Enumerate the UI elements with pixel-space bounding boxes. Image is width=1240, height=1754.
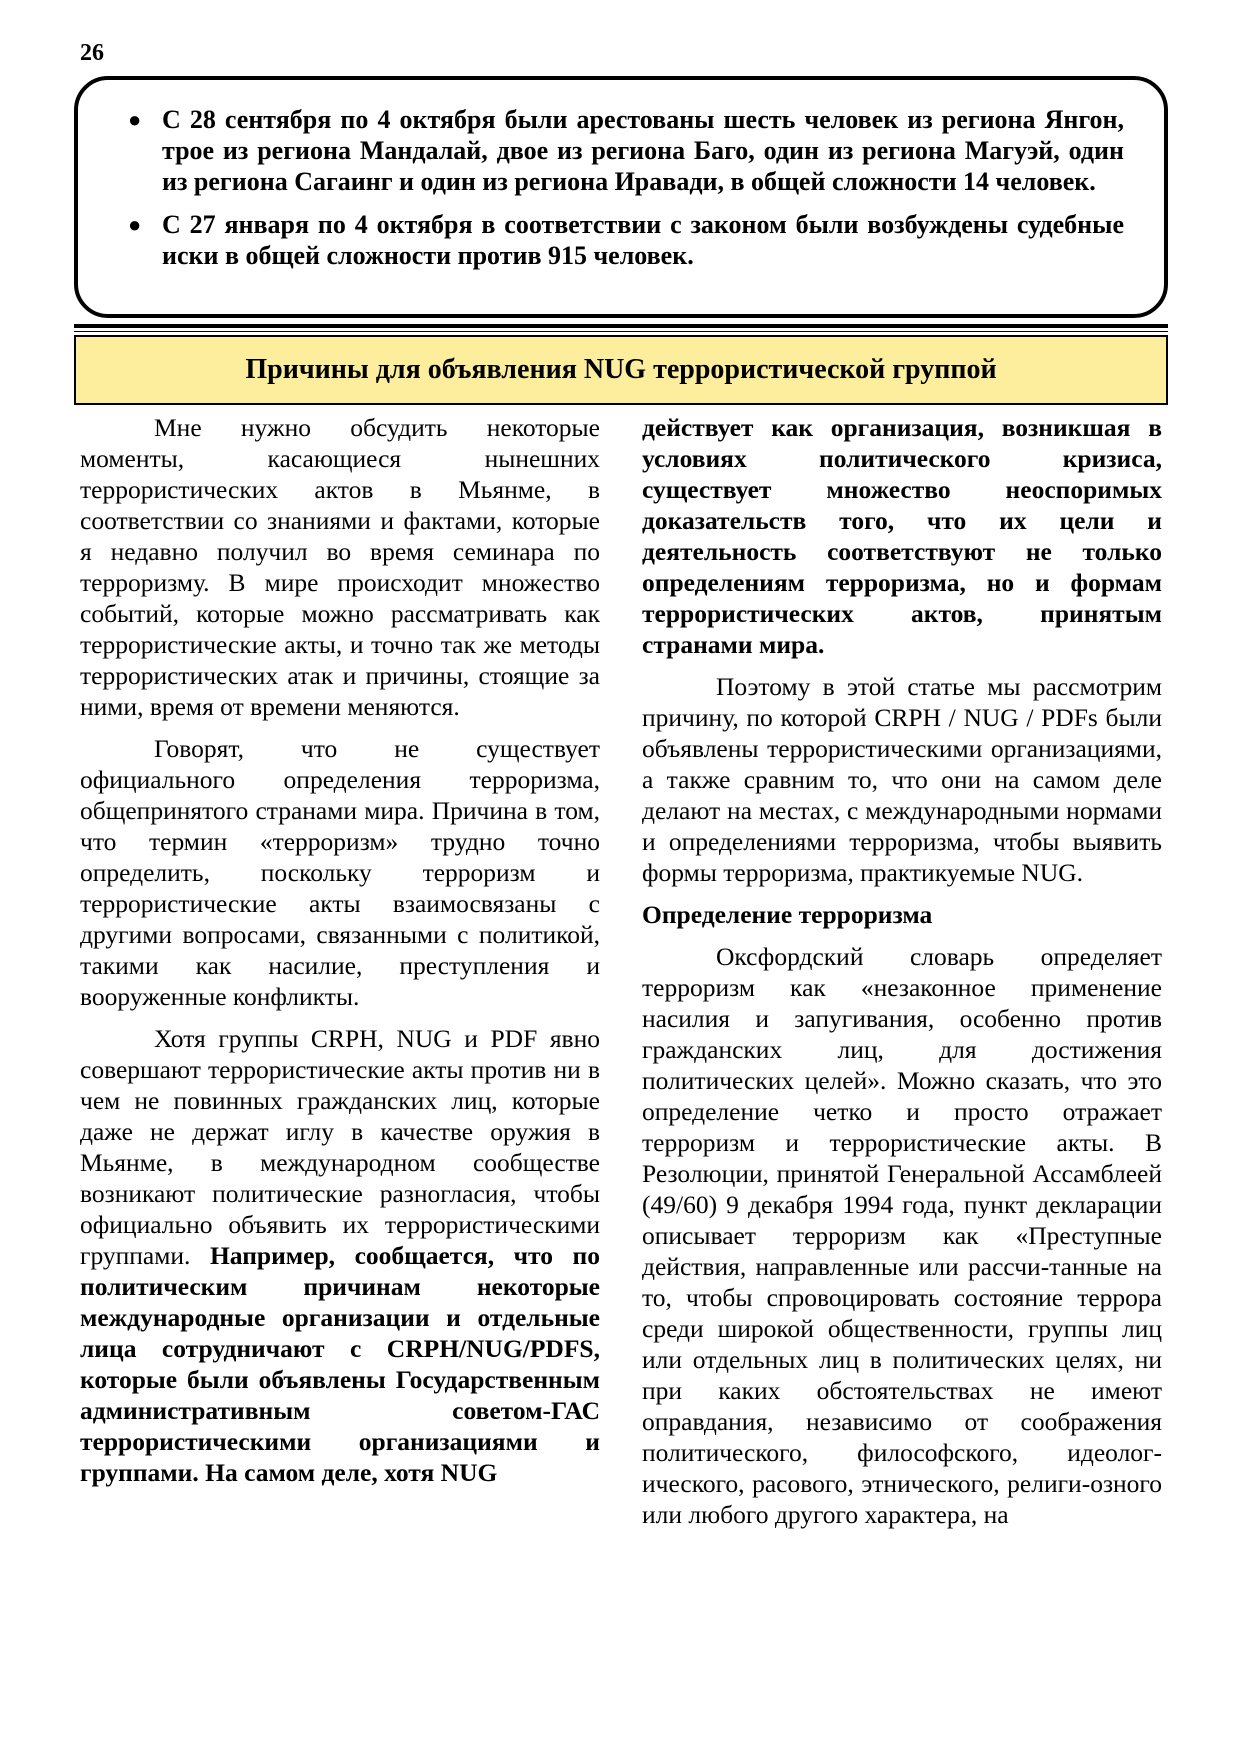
paragraph-bold: действует как организация, возникшая в условиях политического кризиса, существует множество неоспоримых доказательств того, что их цели и деятельность соответствуют не только определениям терроризма, но и формам террористических актов, принятым странами мира. <box>642 413 1162 659</box>
paragraph: Поэтому в этой статье мы рассмотрим причину, по которой CRPH / NUG / PDFs были объявлены террористическими организациями, а также сравним то, что они на самом деле делают на местах, с международными нормами и определениями терроризма, чтобы выявить формы терроризма, практикуемые NUG. <box>642 672 1162 887</box>
paragraph: Мне нужно обсудить некоторые моменты, касающиеся нынешних террористических актов в Мьянме, в соответствии со знаниями и фактами, которые я недавно получил во время семинара по терроризму. В мире происходит множество событий, которые можно рассматривать как террористические акты, и точно так же методы террористических атак и причины, стоящие за ними, время от времени меняются. <box>80 413 600 721</box>
right-column <box>642 412 1162 1541</box>
bullet-icon: ● <box>128 107 142 132</box>
paragraph: Говорят, что не существует официального определения терроризма, общепринятого странами мира. Причина в том, что термин «терроризм» трудно точно определить, поскольку терроризм и террористические акты взаимосвязаны с другими вопросами, связанными с политикой, такими как насилие, преступления и вооруженные конфликты. <box>80 734 600 1011</box>
summary-box <box>74 76 1168 318</box>
paragraph-text: Хотя группы CRPH, NUG и PDF явно совершают террористические акты против ни в чем не повинных гражданских лиц, которые даже не держат иглу в качестве оружия в Мьянме, в международном сообществе возникают политические разногласия, чтобы официально объявить их террористическими группами. <box>80 1024 600 1270</box>
paragraph-bold-text: Например, сообщается, что по политическим причинам некоторые международные организации и отдельные лица сотрудничают с CRPH/NUG/PDFS, которые были объявлены Государственным административным советом-ГАС террористическими организациями и группами. На самом деле, хотя NUG <box>80 1241 600 1487</box>
subheading: Определение терроризма <box>642 900 933 929</box>
section-divider-thick <box>74 324 1168 328</box>
section-title: Причины для объявления NUG террористической группой <box>74 335 1168 405</box>
left-column <box>80 412 600 1499</box>
bullet-icon: ● <box>128 212 142 237</box>
summary-item-text: С 28 сентября по 4 октября были арестованы шесть человек из региона Янгон, трое из региона Мандалай, двое из региона Баго, один из региона Магуэй, один из региона Сагаинг и один из региона Иравади, в общей сложности 14 человек. <box>162 105 1124 196</box>
page-number: 26 <box>80 40 104 66</box>
paragraph <box>80 1023 600 1488</box>
summary-item <box>128 209 1124 271</box>
paragraph: Оксфордский словарь определяет терроризм как «незаконное применение насилия и запугивания, особенно против гражданских лиц, для достижения политических целей». Можно сказать, что это определение четко и просто отражает терроризм и террористические акты. В Резолюции, принятой Генеральной Ассамблеей (49/60) 9 декабря 1994 года, пункт декларации описывает терроризм как «Преступные действия, направленные или рассчи-танные на то, чтобы спровоцировать состояние террора среди широкой общественности, группы лиц или отдельных лиц в политических целях, ни при каких обстоятельствах не имеют оправдания, независимо от соображения политического, философского, идеолог-ического, расового, этнического, религи-озного или любого другого характера, на <box>642 942 1162 1529</box>
summary-item <box>128 104 1124 197</box>
summary-list <box>128 104 1124 271</box>
section-divider-thin <box>74 331 1168 332</box>
summary-item-text: С 27 января по 4 октября в соответствии с законом были возбуждены судебные иски в общей сложности против 915 человек. <box>162 210 1124 270</box>
